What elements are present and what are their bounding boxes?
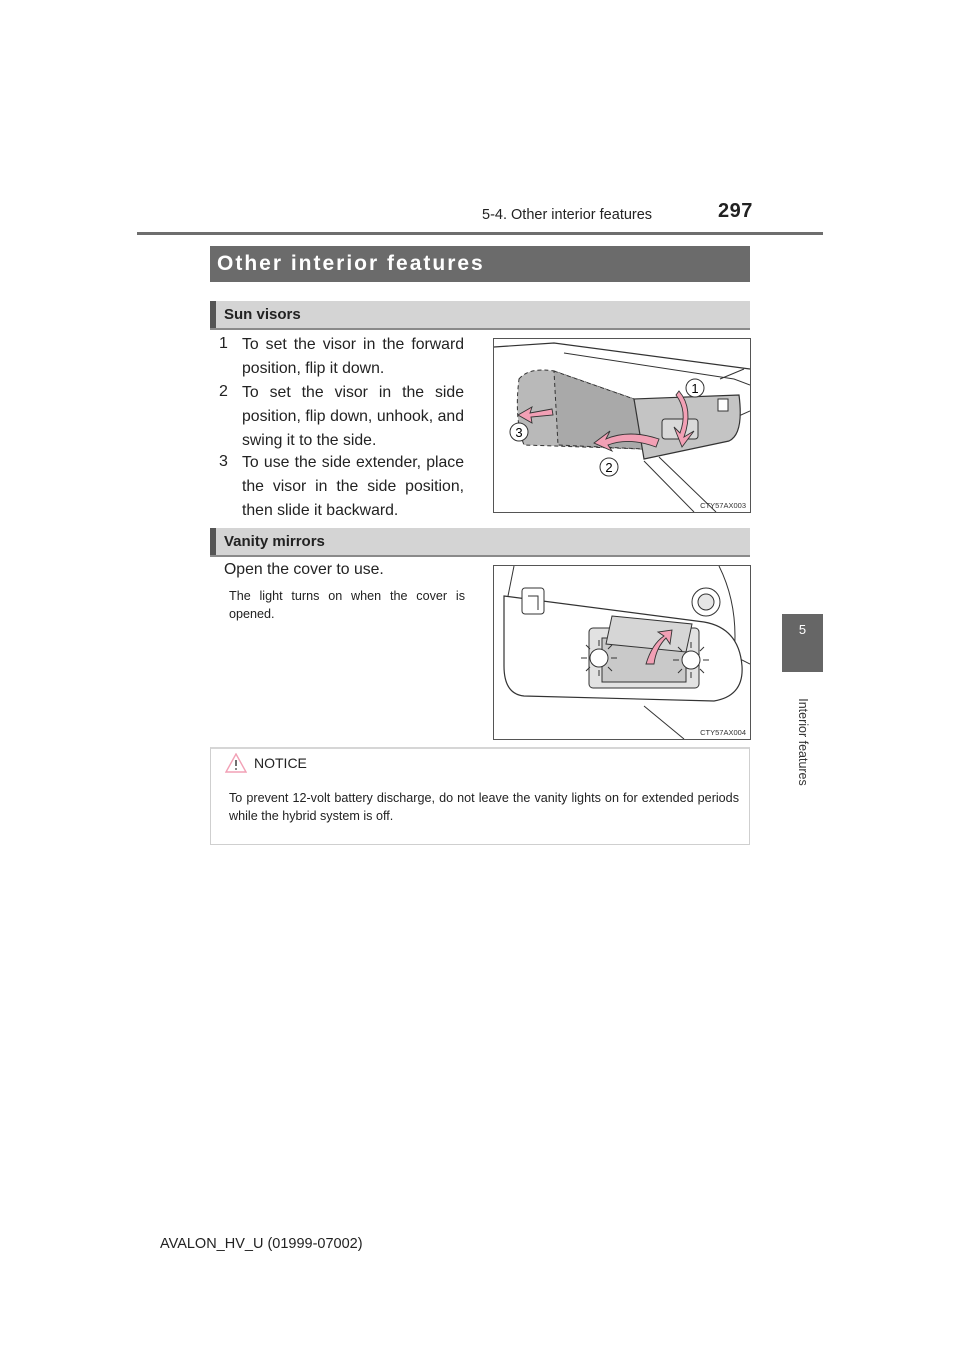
header-rule	[137, 232, 823, 235]
callout-2: 2	[605, 460, 613, 475]
notice-title: NOTICE	[254, 755, 307, 771]
chapter-tab	[782, 614, 823, 672]
page-title-bar	[210, 246, 750, 282]
step-3-number: 3	[219, 453, 228, 470]
footer-document-code: AVALON_HV_U (01999-07002)	[160, 1236, 363, 1252]
step-1-number: 1	[219, 335, 228, 352]
page-number: 297	[718, 200, 753, 222]
vanity-mirror-figure	[493, 565, 751, 740]
sun-visors-heading: Sun visors	[224, 306, 301, 323]
step-3-text: To use the side extender, place the visor in the side position, then slide it backward.	[242, 454, 464, 519]
vanity-mirror-illustration	[494, 566, 750, 739]
header-section-title: 5-4. Other interior features	[482, 207, 653, 223]
vanity-mirrors-heading-bar	[210, 528, 750, 557]
step-2-text: To set the visor in the side position, flip down, unhook, and swing it to the side.	[242, 384, 464, 449]
chapter-label: Interior features	[796, 698, 810, 786]
chapter-number: 5	[798, 622, 807, 637]
vanity-mirrors-heading: Vanity mirrors	[224, 533, 325, 550]
page-title: Other interior features	[217, 252, 485, 275]
warning-triangle-icon	[225, 753, 247, 773]
vanity-mirrors-note: The light turns on when the cover is opened.	[229, 589, 465, 621]
sun-visor-illustration	[494, 339, 750, 512]
sun-visor-figure	[493, 338, 751, 513]
figure-code: CTY57AX003	[700, 501, 746, 510]
step-2-number: 2	[219, 383, 228, 400]
callout-1: 1	[691, 381, 699, 396]
vanity-mirrors-text: Open the cover to use.	[224, 561, 384, 578]
callout-3: 3	[515, 425, 523, 440]
sun-visors-heading-bar	[210, 301, 750, 330]
step-1-text: To set the visor in the forward position, flip it down.	[242, 336, 464, 377]
notice-text: To prevent 12-volt battery discharge, do not leave the vanity lights on for extended periods while the hybrid system is off.	[229, 791, 739, 823]
figure-code: CTY57AX004	[700, 728, 746, 737]
